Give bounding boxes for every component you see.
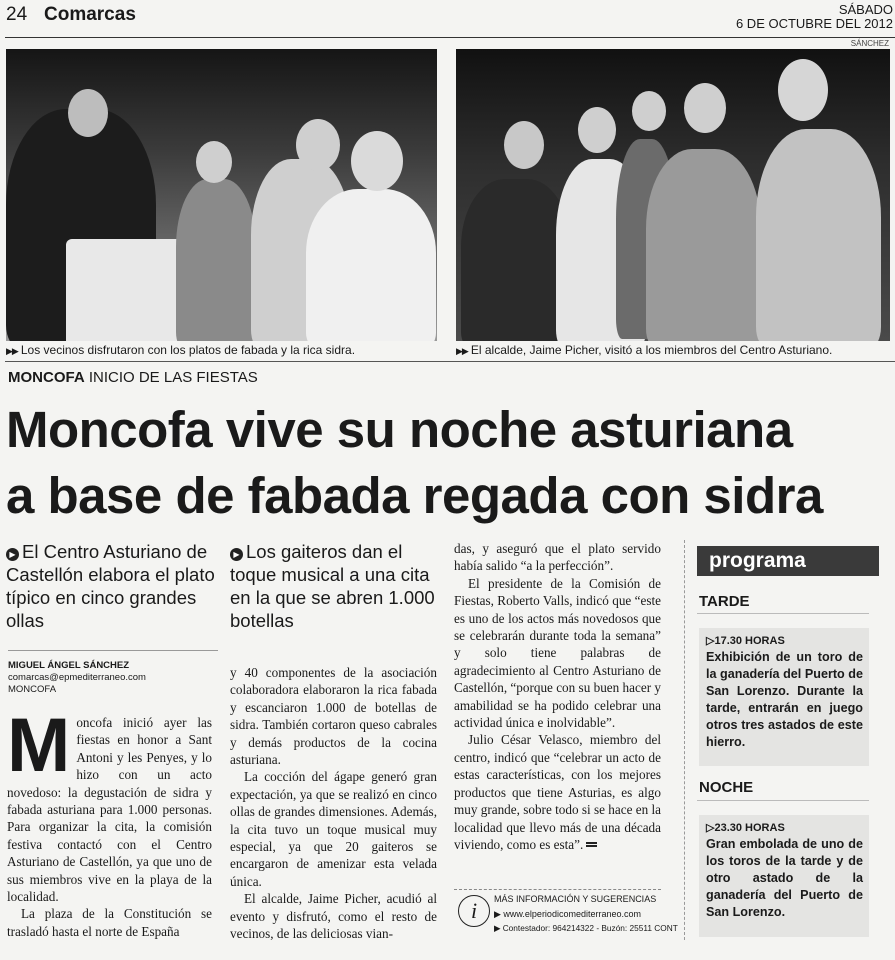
play-bullet-icon: ▶: [230, 548, 243, 561]
photo-face: [632, 91, 666, 131]
photo-neighbors-eating: [6, 49, 437, 341]
paragraph: das, y aseguró que el plato servido había salido “a la perfección”.: [454, 541, 661, 574]
photo-figure: [306, 189, 436, 341]
programme-title: programa: [697, 546, 879, 576]
drop-cap: M: [7, 703, 71, 788]
photo-caption-left: ▶▶ Los vecinos disfrutaron con los platos de fabada y la rica sidra.: [6, 343, 356, 357]
photo-face: [578, 107, 616, 153]
afternoon-description: Exhibición de un toro de la ganadería del Puerto de San Lorenzo. Durante la tarde, entrarán en juego otros tres astados de este hierro.: [706, 650, 863, 749]
caption-arrows-icon: ▶▶: [6, 346, 18, 356]
photo-mayor-visit: [456, 49, 890, 341]
info-phone: ▶ Contestador: 964214322 - Buzón: 25511 CONT: [494, 923, 678, 933]
end-mark-icon: [586, 842, 597, 847]
photo-face: [68, 89, 108, 137]
kicker: MONCOFA INICIO DE LAS FIESTAS: [8, 369, 258, 386]
caption-arrows-icon: ▶▶: [456, 346, 468, 356]
info-website-link[interactable]: ▶ www.elperiodicomediterraneo.com: [494, 909, 641, 919]
info-divider: [454, 889, 661, 890]
issue-day: SÁBADO: [838, 2, 893, 17]
night-heading: NOCHE: [699, 779, 754, 796]
byline: [8, 660, 146, 696]
header-divider: [5, 37, 895, 38]
photo-face: [778, 59, 828, 121]
photo-figure: [756, 129, 881, 341]
info-icon: i: [458, 895, 490, 927]
info-title: MÁS INFORMACIÓN Y SUGERENCIAS: [494, 894, 657, 904]
body-column-2: [230, 664, 437, 943]
photo-figure: [176, 179, 256, 341]
paragraph: La cocción del ágape generó gran expectación, ya que se realizó en cinco ollas de grandes dimensiones. Además, la cita tuvo un toque musical muy especial, ya que 20 gaiteros se encargaron de amenizar esta velada única.: [230, 769, 437, 889]
photo-figure: [646, 149, 761, 341]
afternoon-time: ▷17.30 HORAS: [706, 635, 785, 647]
headline-line-1: Moncofa vive su noche asturiana: [6, 401, 793, 458]
page-number: 24: [6, 4, 28, 25]
section-title: Comarcas: [44, 4, 136, 25]
body-column-3: [454, 540, 661, 853]
night-time: ▷23.30 HORAS: [706, 822, 785, 834]
paragraph: Julio César Velasco, miembro del centro, indicó que “celebrar un acto de estas características, con los mejores productos que tiene Asturias, es algo muy grande, sobre todo si se hace en la localidad que llevo más de una década viviendo, como es esta”.: [454, 732, 661, 852]
headline-line-2: a base de fabada regada con sidra: [6, 467, 823, 524]
paragraph: y 40 componentes de la asociación colaboradora elaboraron la rica fabada y escanciaron 1.000 de botellas de sidra. También cortaron queso cabrales y demás productos de la cocina asturiana.: [230, 665, 437, 768]
photo-face: [504, 121, 544, 169]
body-column-1: [7, 703, 212, 940]
photo-figure: [461, 179, 571, 341]
deck-2: ▶ Los gaiteros dan el toque musical a una cita en la que se abren 1.000 botellas: [230, 541, 435, 631]
issue-date: 6 DE OCTUBRE DEL 2012: [735, 16, 893, 31]
afternoon-event: [699, 628, 869, 766]
byline-divider: [8, 650, 218, 651]
deck-1: ▶ El Centro Asturiano de Castellón elabora el plato típico en cinco grandes ollas: [6, 541, 215, 631]
photo-face: [196, 141, 232, 183]
photo-caption-right: ▶▶ El alcalde, Jaime Picher, visitó a los miembros del Centro Asturiano.: [456, 343, 833, 357]
photo-face: [684, 83, 726, 133]
caption-divider: [5, 361, 895, 362]
play-bullet-icon: ▶: [6, 548, 19, 561]
byline-author: MIGUEL ÁNGEL SÁNCHEZ: [8, 660, 130, 671]
night-event: [699, 815, 869, 937]
night-description: Gran embolada de uno de los toros de la tarde y de otro astado de la ganadería del Puerto de San Lorenzo.: [706, 837, 863, 919]
paragraph: El presidente de la Comisión de Fiestas, Roberto Valls, indicó que “este es uno de los actos más novedosos que se celebrarán durante toda la semana” y solo tiene palabras de agradecimiento al Centro Asturiano de Castellón, “porque con su buen hacer y amabilidad se ha podido celebrar una actividad única e inolvidable”.: [454, 575, 661, 731]
afternoon-heading: TARDE: [699, 593, 750, 610]
photo-credit: SÁNCHEZ: [850, 39, 889, 48]
paragraph: oncofa inició ayer las fiestas en honor a Sant Antoni y les Penyes, y lo hizo con un acto novedoso: la degustación de sidra y fabada asturiana para 1.000 personas. Para organizar la cita, la comisión festiva contactó con el Centro Asturiano de Castellón, ya que uno de sus miembros vive en la playa de la localidad.: [7, 715, 212, 905]
night-divider: [697, 800, 869, 801]
afternoon-divider: [697, 613, 869, 614]
photo-face: [296, 119, 340, 171]
paragraph: La plaza de la Constitución se trasladó hasta el norte de España: [7, 906, 212, 939]
byline-email: comarcas@epmediterraneo.com: [8, 672, 146, 683]
byline-place: MONCOFA: [8, 684, 57, 695]
photo-face: [351, 131, 403, 191]
paragraph: El alcalde, Jaime Picher, acudió al evento y disfrutó, como el resto de vecinos, de las deliciosas vian-: [230, 891, 437, 942]
